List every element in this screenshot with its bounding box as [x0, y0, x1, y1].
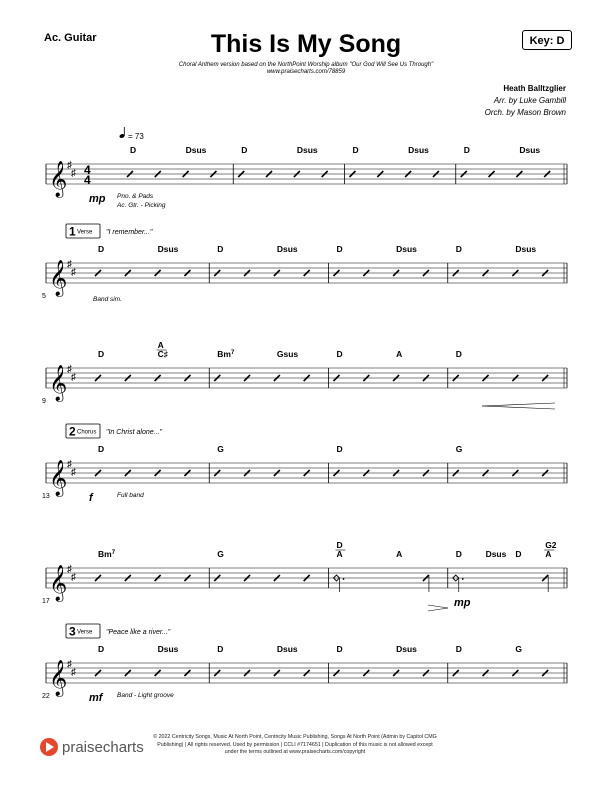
sharp-icon: ♯ [71, 667, 76, 678]
subtitle-album: Choral Anthem version based on the NorthPoint Worship album "Our God Will See Us Through" [178, 62, 434, 68]
chord-symbol: Dsus [485, 549, 507, 559]
chord-symbol: Dsus [296, 145, 318, 155]
section-number: 1 [69, 224, 76, 239]
chord-symbol: G [455, 444, 463, 454]
chord-bass: C♯ [157, 349, 169, 359]
chord-symbol: D [336, 444, 343, 454]
section-number: 3 [69, 624, 76, 639]
sharp-icon: ♯ [67, 160, 72, 171]
measure-number: 13 [42, 493, 50, 500]
chord-symbol: D [455, 244, 462, 254]
decrescendo-hairpin [482, 406, 555, 409]
sharp-icon: ♯ [71, 572, 76, 583]
chord-symbol: Bm$^7$ [217, 349, 235, 359]
treble-clef-icon: 𝄞 [49, 365, 68, 400]
measure-number: 22 [42, 693, 50, 700]
time-signature-top: 4 [84, 163, 91, 177]
sharp-icon: ♯ [67, 259, 72, 270]
sharp-icon: ♯ [67, 564, 72, 575]
section-name: Verse [77, 629, 93, 636]
time-signature-bottom: 4 [84, 173, 91, 187]
treble-clef-icon: 𝄞 [49, 260, 68, 295]
logo-text: praisecharts [62, 739, 144, 756]
chord-symbol: A [396, 349, 403, 359]
chord-symbol: Bm$^7$ [98, 549, 116, 559]
chord-symbol: Dsus [515, 244, 537, 254]
chord-symbol: Gsus [276, 349, 299, 359]
chord-symbol: D [130, 145, 137, 155]
chord-symbol: D [336, 349, 343, 359]
treble-clef-icon: 𝄞 [49, 565, 68, 600]
performance-note: Ac. Gtr. - Picking [117, 202, 166, 209]
chord-symbol: Dsus [519, 145, 541, 155]
chord-symbol: Dsus [408, 145, 429, 155]
dynamic-marking: mp [454, 597, 471, 609]
lyric-cue: "Peace like a river..." [106, 629, 171, 636]
chord-symbol: G [515, 644, 522, 654]
chord-symbol: D [463, 145, 470, 155]
dot-icon [343, 578, 345, 580]
credit-arranger: Arr. by Luke Gambill [493, 96, 566, 105]
sharp-icon: ♯ [71, 372, 76, 383]
measure-number: 17 [42, 598, 50, 605]
dynamic-marking: f [89, 492, 93, 504]
chord-symbol: D [98, 644, 105, 654]
measure-number: 5 [42, 293, 46, 300]
chord-symbol: D [455, 644, 462, 654]
subtitle-url: www.praisecharts.com/78859 [266, 69, 346, 75]
chord-symbol: A [157, 340, 164, 350]
sharp-icon: ♯ [71, 267, 76, 278]
chord-symbol: D [515, 549, 522, 559]
credit-writer: Heath Balltzglier [503, 84, 566, 93]
chord-symbol: Dsus [157, 644, 179, 654]
performance-note: Pno. & Pads [117, 193, 154, 200]
tempo-marking: = 73 [128, 132, 144, 141]
chord-symbol: D [98, 349, 105, 359]
chord-symbol: G2 [545, 540, 557, 550]
treble-clef-icon: 𝄞 [49, 161, 68, 196]
chord-symbol: D [455, 549, 462, 559]
chord-symbol: Dsus [276, 244, 298, 254]
chord-symbol: G [217, 444, 224, 454]
chord-symbol: D [336, 644, 343, 654]
chord-symbol: D [217, 644, 224, 654]
sharp-icon: ♯ [71, 168, 76, 179]
lyric-cue: "In Christ alone..." [106, 429, 162, 436]
copyright-notice: © 2022 Centricity Songs, Music At North Point, Centricity Music Publishing, Songs At North Point (Admin by Capitol CMG Publishing) | All rights reserved. Used by permission | CCLI #7174651 | Duplication of this music is not allowed except under the terms outlined at www.praisecharts.com/copyright [153, 734, 437, 756]
chord-bass: A [545, 549, 552, 559]
chord-symbol: Dsus [185, 145, 207, 155]
section-name: Verse [77, 229, 93, 236]
chord-symbol: D [241, 145, 248, 155]
sharp-icon: ♯ [67, 659, 72, 670]
chord-extension: 7 [111, 550, 116, 556]
chord-symbol: D [336, 540, 343, 550]
measure-number: 9 [42, 398, 46, 405]
chord-symbol: G [217, 549, 224, 559]
accent-hairpin [428, 608, 448, 611]
chord-symbol: D [352, 145, 359, 155]
section-name: Chorus [77, 429, 97, 436]
dynamic-marking: mf [89, 692, 103, 704]
key-box: Key: D [522, 30, 572, 50]
performance-note: Band sim. [93, 296, 122, 303]
chord-symbol: D [98, 444, 105, 454]
performance-note: Full band [117, 492, 144, 499]
decrescendo-hairpin [482, 403, 555, 406]
chord-symbol: Dsus [396, 644, 417, 654]
chord-symbol: A [396, 549, 403, 559]
sharp-icon: ♯ [67, 459, 72, 470]
treble-clef-icon: 𝄞 [49, 460, 68, 495]
chord-symbol: Dsus [396, 244, 417, 254]
chord-extension: 7 [230, 350, 235, 356]
performance-note: Band - Light groove [117, 692, 174, 699]
chord-symbol: D [455, 349, 462, 359]
section-number: 2 [69, 424, 76, 439]
song-title: This Is My Song [210, 30, 402, 58]
sharp-icon: ♯ [67, 364, 72, 375]
treble-clef-icon: 𝄞 [49, 660, 68, 695]
lyric-cue: "I remember..." [106, 229, 153, 236]
sharp-icon: ♯ [71, 467, 76, 478]
credit-orchestrator: Orch. by Mason Brown [484, 108, 566, 117]
chord-symbol: D [98, 244, 105, 254]
instrument-label: Ac. Guitar [44, 32, 97, 44]
accent-hairpin [428, 605, 448, 608]
chord-symbol: Dsus [276, 644, 298, 654]
chord-symbol: D [217, 244, 224, 254]
dot-icon [462, 578, 464, 580]
chord-symbol: D [336, 244, 343, 254]
chord-bass: A [336, 549, 343, 559]
dynamic-marking: mp [89, 193, 106, 205]
chord-symbol: Dsus [157, 244, 179, 254]
